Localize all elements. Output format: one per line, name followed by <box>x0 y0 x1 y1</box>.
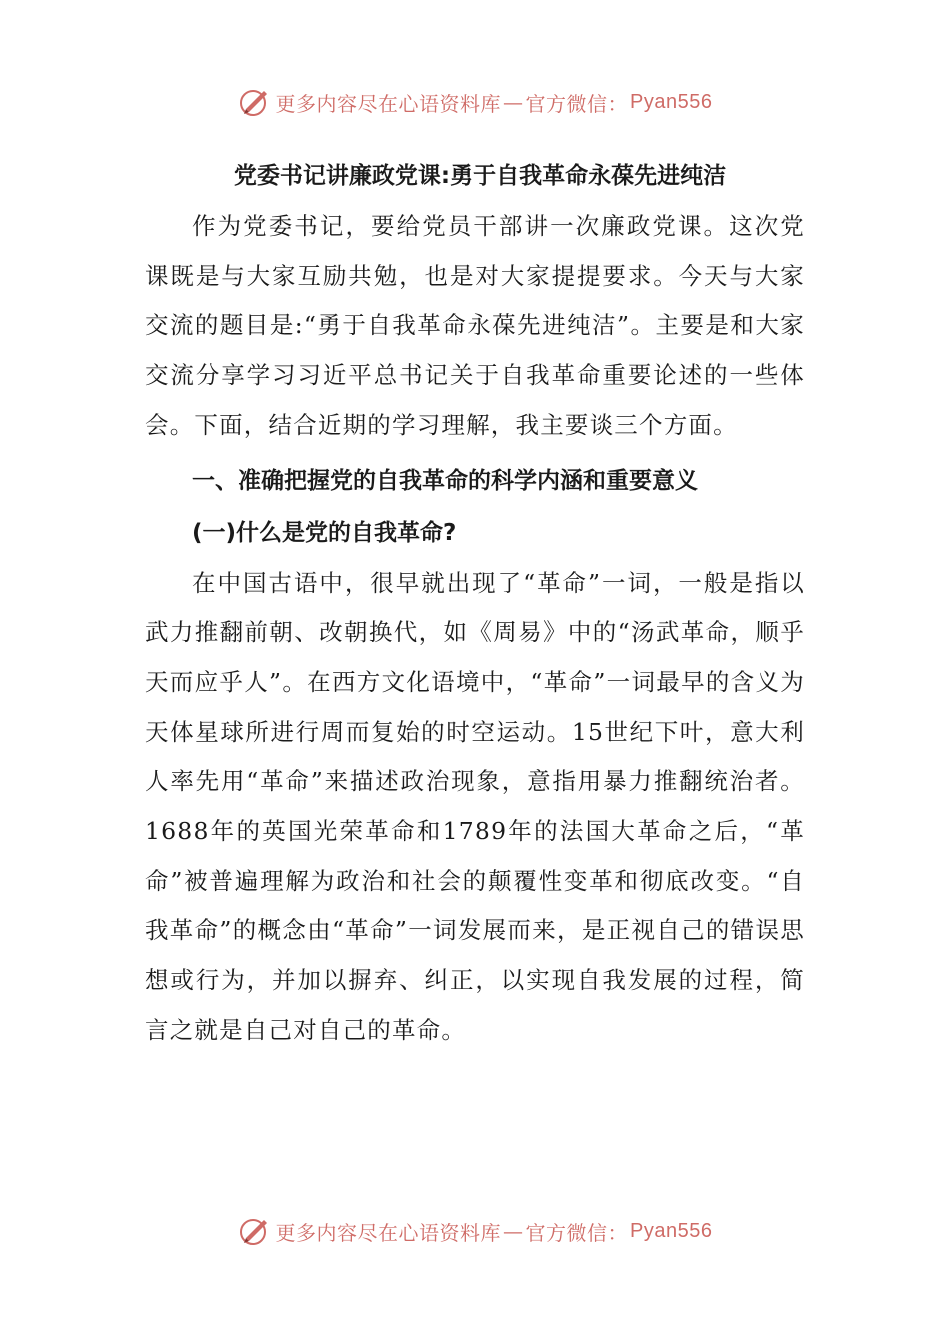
header-watermark-banner <box>0 82 950 122</box>
banner-wechat-label: 官方微信： <box>525 1220 629 1245</box>
pen-logo-icon <box>238 1214 272 1248</box>
subsection-1-paragraph: 在中国古语中，很早就出现了“革命”一词，一般是指以武力推翻前朝、改朝换代，如《周易》中的“汤武革命，顺乎天而应乎人”。在西方文化语境中，“革命”一词最早的含义为天体星球所进行周而复始的时空运动。15世纪下叶，意大利人率先用“革命”来描述政治现象，意指用暴力推翻统治者。1688年的英国光荣革命和1789年的法国大革命之后，“革命”被普遍理解为政治和社会的颠覆性变革和彻底改变。“自我革命”的概念由“革命”一词发展而来，是正视自己的错误思想或行为，并加以摒弃、纠正，以实现自我发展的过程，简言之就是自己对自己的革命。 <box>145 568 805 1044</box>
pen-logo-icon <box>238 85 272 119</box>
banner-site-text: 更多内容尽在心语资料库 <box>275 91 502 116</box>
intro-paragraph: 作为党委书记，要给党员干部讲一次廉政党课。这次党课既是与大家互励共勉，也是对大家提提要求。今天与大家交流的题目是:“勇于自我革命永葆先进纯洁”。主要是和大家交流分享学习习近平总书记关于自我革命重要论述的一些体会。下面，结合近期的学习理解，我主要谈三个方面。 <box>145 212 805 439</box>
banner-site-text: 更多内容尽在心语资料库 <box>275 1220 502 1245</box>
banner-wechat-label: 官方微信： <box>525 91 629 116</box>
banner-dash: — <box>503 1219 524 1243</box>
footer-watermark-banner <box>0 1211 950 1251</box>
banner-wechat-id: Pyan556 <box>630 1219 713 1242</box>
banner-dash: — <box>503 90 524 114</box>
document-title: 党委书记讲廉政党课:勇于自我革命永葆先进纯洁 <box>233 163 727 189</box>
document-body <box>145 150 805 1056</box>
banner-wechat-id: Pyan556 <box>630 90 713 113</box>
section-1-heading: 一、准确把握党的自我革命的科学内涵和重要意义 <box>192 467 698 494</box>
subsection-1-heading: (一)什么是党的自我革命? <box>192 519 457 546</box>
